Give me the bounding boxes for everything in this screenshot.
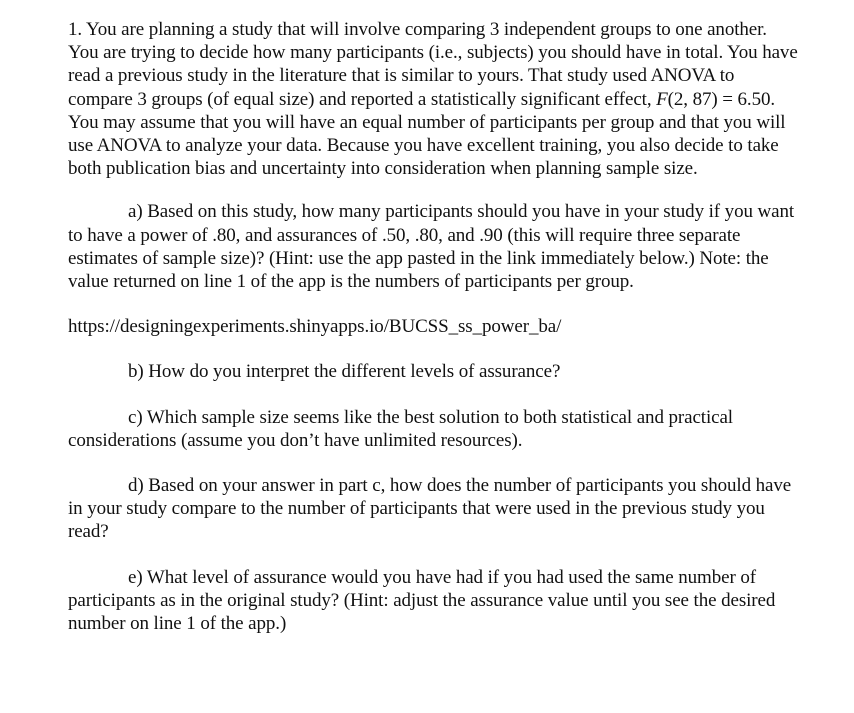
question-document	[68, 18, 798, 635]
part-e-question: e) What level of assurance would you have had if you had used the same number of participants as in the original study? (Hint: adjust the assurance value until you see the desired number on line 1 of the app.)	[68, 566, 776, 635]
app-link-url[interactable]: https://designingexperiments.shinyapps.io/BUCSS_ss_power_ba/	[68, 316, 562, 338]
part-c-question: c) Which sample size seems like the best solution to both statistical and practical considerations (assume you don’t have unlimited resources).	[68, 406, 733, 451]
part-a-question: a) Based on this study, how many participants should you have in your study if you want to have a power of .80, and assurances of .50, .80, and .90 (this will require three separate estimates of sample size)? (Hint: use the app pasted in the link immediately below.) Note: the value returned on line 1 of the app is the numbers of participants per group.	[68, 201, 795, 293]
f-statistic-symbol: F	[656, 88, 668, 110]
intro-text-before-f: 1. You are planning a study that will involve comparing 3 independent groups to one another. You are trying to decide how many participants (i.e., subjects) you should have in total. You have read a previous study in the literature that is similar to yours. That study used ANOVA to compare 3 groups (of equal size) and reported a statistically significant effect,	[68, 19, 798, 110]
question-intro	[68, 18, 798, 180]
part-b-question: b) How do you interpret the different levels of assurance?	[128, 361, 561, 383]
intro-text-after-f: (2, 87) = 6.50. You may assume that you will have an equal number of participants per group and that you will use ANOVA to analyze your data. Because you have excellent training, you also decide to take both publication bias and uncertainty into consideration when planning sample size.	[68, 88, 786, 180]
part-d-question: d) Based on your answer in part c, how does the number of participants you should have in your study compare to the number of participants that were used in the previous study you read?	[68, 475, 792, 543]
